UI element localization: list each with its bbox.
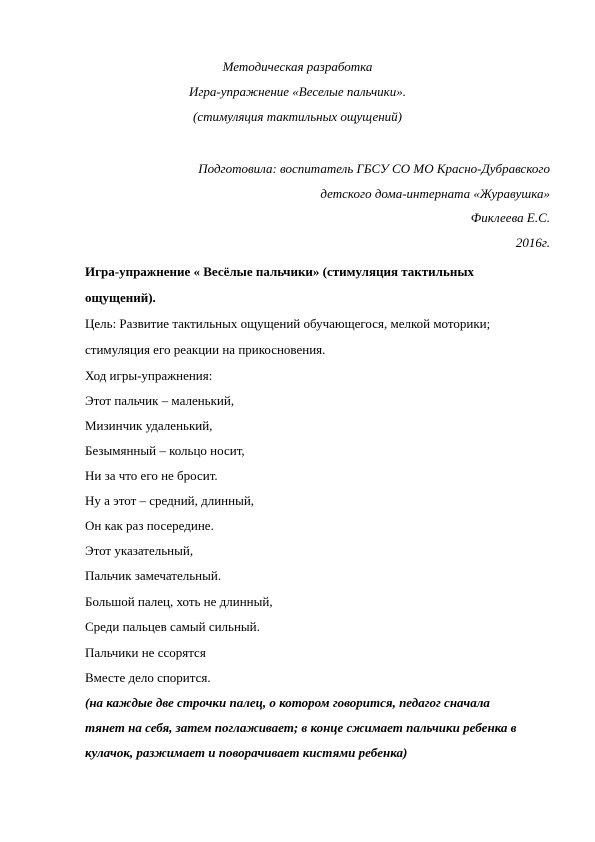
poem-line: Большой палец, хоть не длинный,: [85, 594, 273, 609]
signature-line-3: Фиклеева Е.С.: [470, 210, 550, 225]
instruction-note-line: тянет на себя, затем поглаживает; в конце сжимает пальчики ребенка в: [85, 720, 517, 735]
poem-line: Он как раз посередине.: [85, 518, 214, 533]
header-line-1: Методическая разработка: [222, 59, 373, 74]
goal-line-1: Цель: Развитие тактильных ощущений обучающегося, мелкой моторики;: [85, 316, 491, 331]
title-line-1: Игра-упражнение « Весёлые пальчики» (стимуляция тактильных: [85, 264, 474, 279]
title-line-2: ощущений).: [85, 290, 156, 305]
poem-line: Вместе дело спорится.: [85, 670, 211, 685]
poem-line: Этот указательный,: [85, 543, 194, 558]
goal-line-2: стимуляция его реакции на прикосновения.: [85, 342, 326, 357]
instruction-note-line: (на каждые две строчки палец, о котором говорится, педагог сначала: [85, 695, 490, 710]
poem-line: Ни за что его не бросит.: [85, 468, 218, 483]
poem-line: Безымянный – кольцо носит,: [85, 443, 245, 458]
poem-line: Пальчики не ссорятся: [85, 645, 206, 660]
poem-line: Этот пальчик – маленький,: [85, 393, 235, 408]
poem-line: Пальчик замечательный.: [85, 568, 222, 583]
poem-line: Среди пальцев самый сильный.: [85, 619, 260, 634]
course-heading: Ход игры-упражнения:: [85, 368, 213, 383]
poem-line: Мизинчик удаленький,: [85, 418, 213, 433]
signature-line-2: детского дома-интерната «Журавушка»: [320, 186, 550, 201]
signature-line-4: 2016г.: [515, 235, 550, 250]
header-line-3: (стимуляция тактильных ощущений): [192, 109, 402, 124]
signature-line-1: Подготовила: воспитатель ГБСУ СО МО Красно-Дубравского: [198, 161, 550, 176]
poem-line: Ну а этот – средний, длинный,: [85, 493, 255, 508]
instruction-note-line: кулачок, разжимает и поворачивает кистями ребенка): [85, 745, 408, 760]
header-line-2: Игра-упражнение «Веселые пальчики».: [188, 84, 407, 99]
